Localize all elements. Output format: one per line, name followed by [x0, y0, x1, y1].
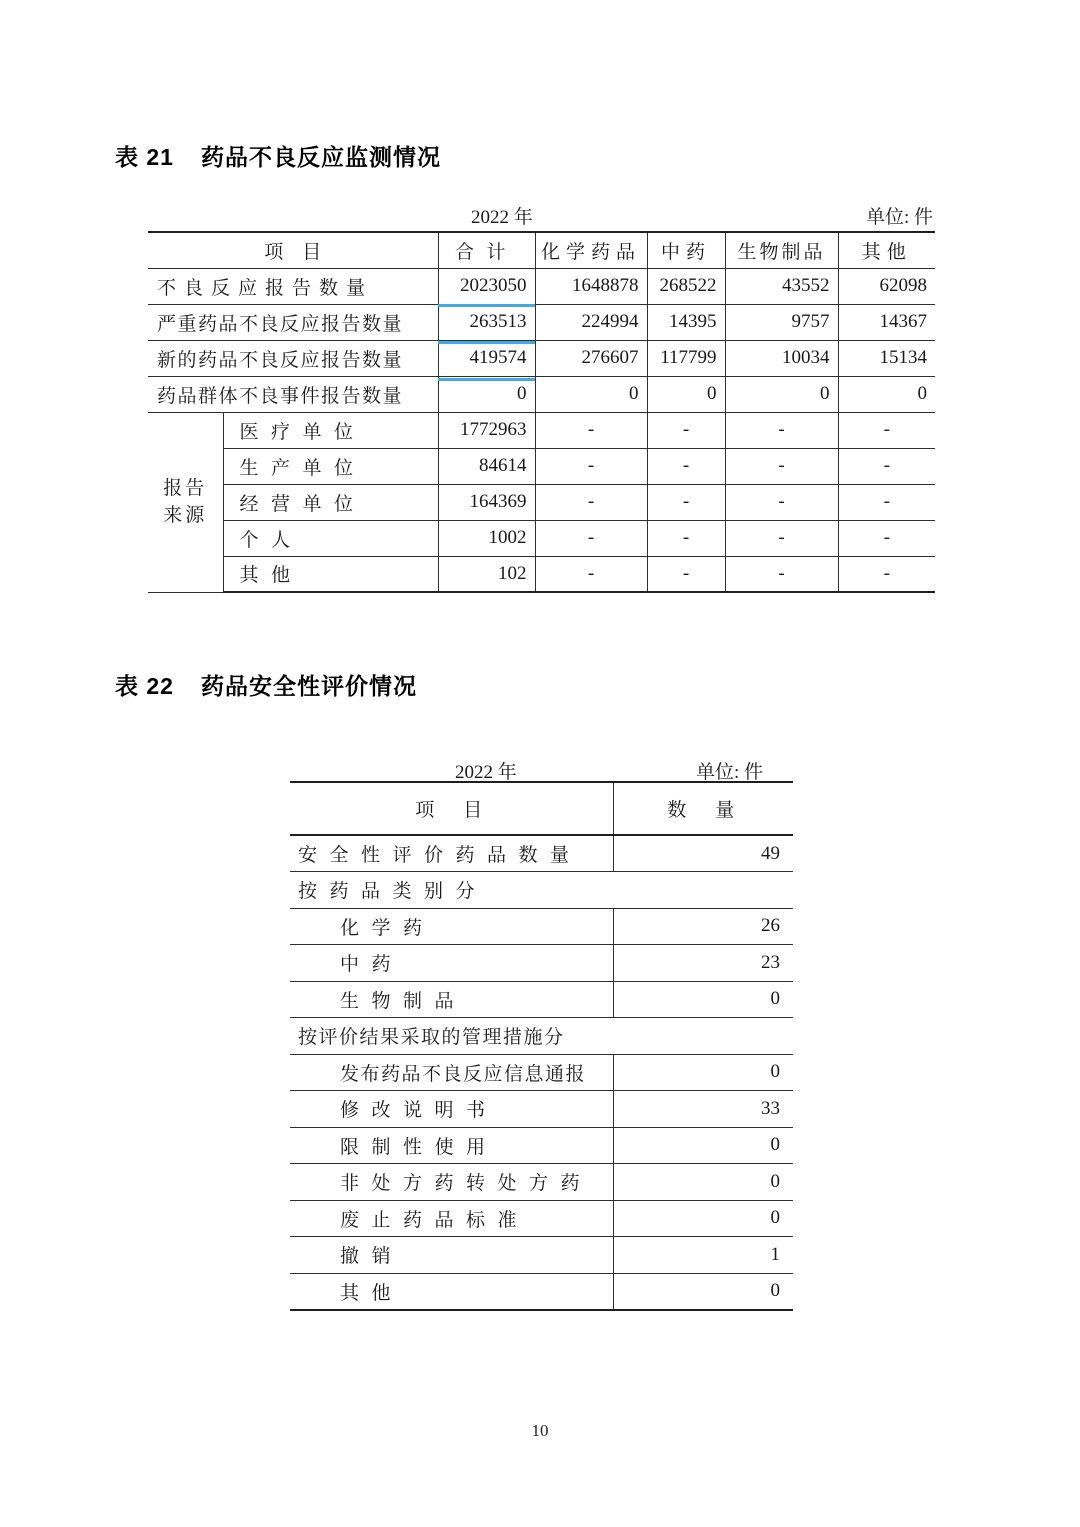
section-row-label: 按药品类别分 — [290, 872, 793, 909]
column-header-other: 其他 — [838, 232, 935, 268]
value-cell: 0 — [647, 376, 725, 412]
value-cell: 23 — [613, 945, 793, 982]
value-cell: 102 — [438, 556, 535, 592]
row-label: 其他 — [290, 1273, 613, 1310]
value-cell: - — [725, 556, 838, 592]
value-cell: 49 — [613, 835, 793, 872]
table-row — [148, 484, 935, 520]
table22-grid — [290, 781, 793, 1311]
table21-header-row — [148, 232, 935, 268]
column-header-chemical: 化学药品 — [535, 232, 647, 268]
value-cell: - — [838, 484, 935, 520]
table22 — [290, 781, 793, 1311]
value-cell: - — [647, 412, 725, 448]
value-cell: 43552 — [725, 268, 838, 304]
row-label: 非处方药转处方药 — [290, 1164, 613, 1201]
value-cell: 276607 — [535, 340, 647, 376]
value-cell: - — [535, 412, 647, 448]
value-cell: - — [647, 520, 725, 556]
table-row — [290, 835, 793, 872]
value-cell: 268522 — [647, 268, 725, 304]
highlight-underline — [438, 304, 535, 307]
table-row — [290, 1127, 793, 1164]
value-cell: 263513 — [438, 304, 535, 340]
value-cell: 224994 — [535, 304, 647, 340]
value-cell: 15134 — [838, 340, 935, 376]
row-label: 不良反应报告数量 — [148, 268, 438, 304]
section-row-label: 按评价结果采取的管理措施分 — [290, 1018, 793, 1055]
table21-year: 2022 年 — [471, 207, 533, 228]
row-label: 严重药品不良反应报告数量 — [148, 304, 438, 340]
table22-title — [115, 668, 417, 701]
table21-label: 表 21 — [115, 144, 174, 170]
row-label: 限制性使用 — [290, 1127, 613, 1164]
value-cell: - — [838, 556, 935, 592]
value-cell: 1648878 — [535, 268, 647, 304]
row-label: 其他 — [223, 556, 438, 592]
value-cell: 0 — [838, 376, 935, 412]
table-row — [290, 1054, 793, 1091]
value-cell: - — [838, 520, 935, 556]
table22-title-text: 药品安全性评价情况 — [200, 673, 417, 699]
table22-header-row — [290, 782, 793, 835]
column-header-tcm: 中药 — [647, 232, 725, 268]
table21-grid — [148, 231, 935, 593]
value-cell: - — [535, 556, 647, 592]
value-cell: 0 — [438, 376, 535, 412]
value-cell: 0 — [613, 1164, 793, 1201]
row-label: 发布药品不良反应信息通报 — [290, 1054, 613, 1091]
value-cell: 164369 — [438, 484, 535, 520]
value-cell: - — [647, 556, 725, 592]
table21-title-text: 药品不良反应监测情况 — [200, 144, 441, 170]
row-group-label — [148, 412, 223, 592]
value-cell: - — [647, 448, 725, 484]
value-cell: 0 — [613, 1127, 793, 1164]
row-label: 生产单位 — [223, 448, 438, 484]
value-cell: - — [838, 448, 935, 484]
highlight-underline — [438, 378, 535, 381]
value-cell: 1772963 — [438, 412, 535, 448]
value-cell: 10034 — [725, 340, 838, 376]
value-cell: 0 — [613, 1054, 793, 1091]
column-header-total: 合计 — [438, 232, 535, 268]
table-row — [148, 412, 935, 448]
column-header-count: 数 量 — [613, 782, 793, 835]
table-row — [290, 1237, 793, 1274]
table-row — [148, 376, 935, 412]
value-cell: - — [535, 484, 647, 520]
value-cell: 1002 — [438, 520, 535, 556]
row-label: 安全性评价药品数量 — [290, 835, 613, 872]
value-cell: - — [535, 448, 647, 484]
value-cell: - — [725, 448, 838, 484]
value-cell: 0 — [725, 376, 838, 412]
row-label: 修改说明书 — [290, 1091, 613, 1128]
table-row — [290, 1164, 793, 1201]
value-cell: 0 — [535, 376, 647, 412]
row-label: 个人 — [223, 520, 438, 556]
table-row — [148, 268, 935, 304]
table-row — [290, 1091, 793, 1128]
table-row — [148, 340, 935, 376]
column-header-item: 项 目 — [290, 782, 613, 835]
value-cell: - — [838, 412, 935, 448]
table21 — [148, 231, 935, 593]
value-cell: - — [647, 484, 725, 520]
column-header-item: 项 目 — [148, 232, 438, 268]
table-row — [290, 1200, 793, 1237]
table-row — [148, 448, 935, 484]
table-row — [148, 556, 935, 592]
row-label: 生物制品 — [290, 981, 613, 1018]
value-cell: - — [535, 520, 647, 556]
value-cell: 0 — [613, 1200, 793, 1237]
value-cell: - — [725, 484, 838, 520]
page-number: 10 — [531, 1421, 549, 1440]
value-cell: 84614 — [438, 448, 535, 484]
group-label-line2: 来源 — [163, 505, 208, 526]
value-cell: 1 — [613, 1237, 793, 1274]
value-cell: 33 — [613, 1091, 793, 1128]
table21-title — [115, 139, 441, 172]
value-cell: - — [725, 412, 838, 448]
row-label: 化学药 — [290, 908, 613, 945]
row-label: 经营单位 — [223, 484, 438, 520]
table-row — [290, 872, 793, 909]
row-label: 新的药品不良反应报告数量 — [148, 340, 438, 376]
value-cell: 0 — [613, 1273, 793, 1310]
table-row — [290, 1273, 793, 1310]
row-label: 废止药品标准 — [290, 1200, 613, 1237]
highlight-underline — [438, 341, 535, 344]
table-row — [290, 908, 793, 945]
table-row — [290, 981, 793, 1018]
value-cell: 2023050 — [438, 268, 535, 304]
row-label: 撤销 — [290, 1237, 613, 1274]
row-label: 医疗单位 — [223, 412, 438, 448]
value-cell: 14367 — [838, 304, 935, 340]
value-cell: 26 — [613, 908, 793, 945]
table22-label: 表 22 — [115, 673, 174, 699]
value-cell: 9757 — [725, 304, 838, 340]
table21-unit: 单位: 件 — [865, 207, 933, 228]
table-row — [148, 304, 935, 340]
row-label: 中药 — [290, 945, 613, 982]
table-row — [290, 945, 793, 982]
table-row — [148, 520, 935, 556]
value-cell: 62098 — [838, 268, 935, 304]
value-cell: 419574 — [438, 340, 535, 376]
group-label-line1: 报告 — [163, 478, 208, 499]
table-row — [290, 1018, 793, 1055]
value-cell: 117799 — [647, 340, 725, 376]
value-cell: 14395 — [647, 304, 725, 340]
column-header-biological: 生物制品 — [725, 232, 838, 268]
value-cell: 0 — [613, 981, 793, 1018]
row-label: 药品群体不良事件报告数量 — [148, 376, 438, 412]
table22-unit: 单位: 件 — [695, 762, 763, 783]
value-cell: - — [725, 520, 838, 556]
table22-year: 2022 年 — [455, 762, 517, 783]
